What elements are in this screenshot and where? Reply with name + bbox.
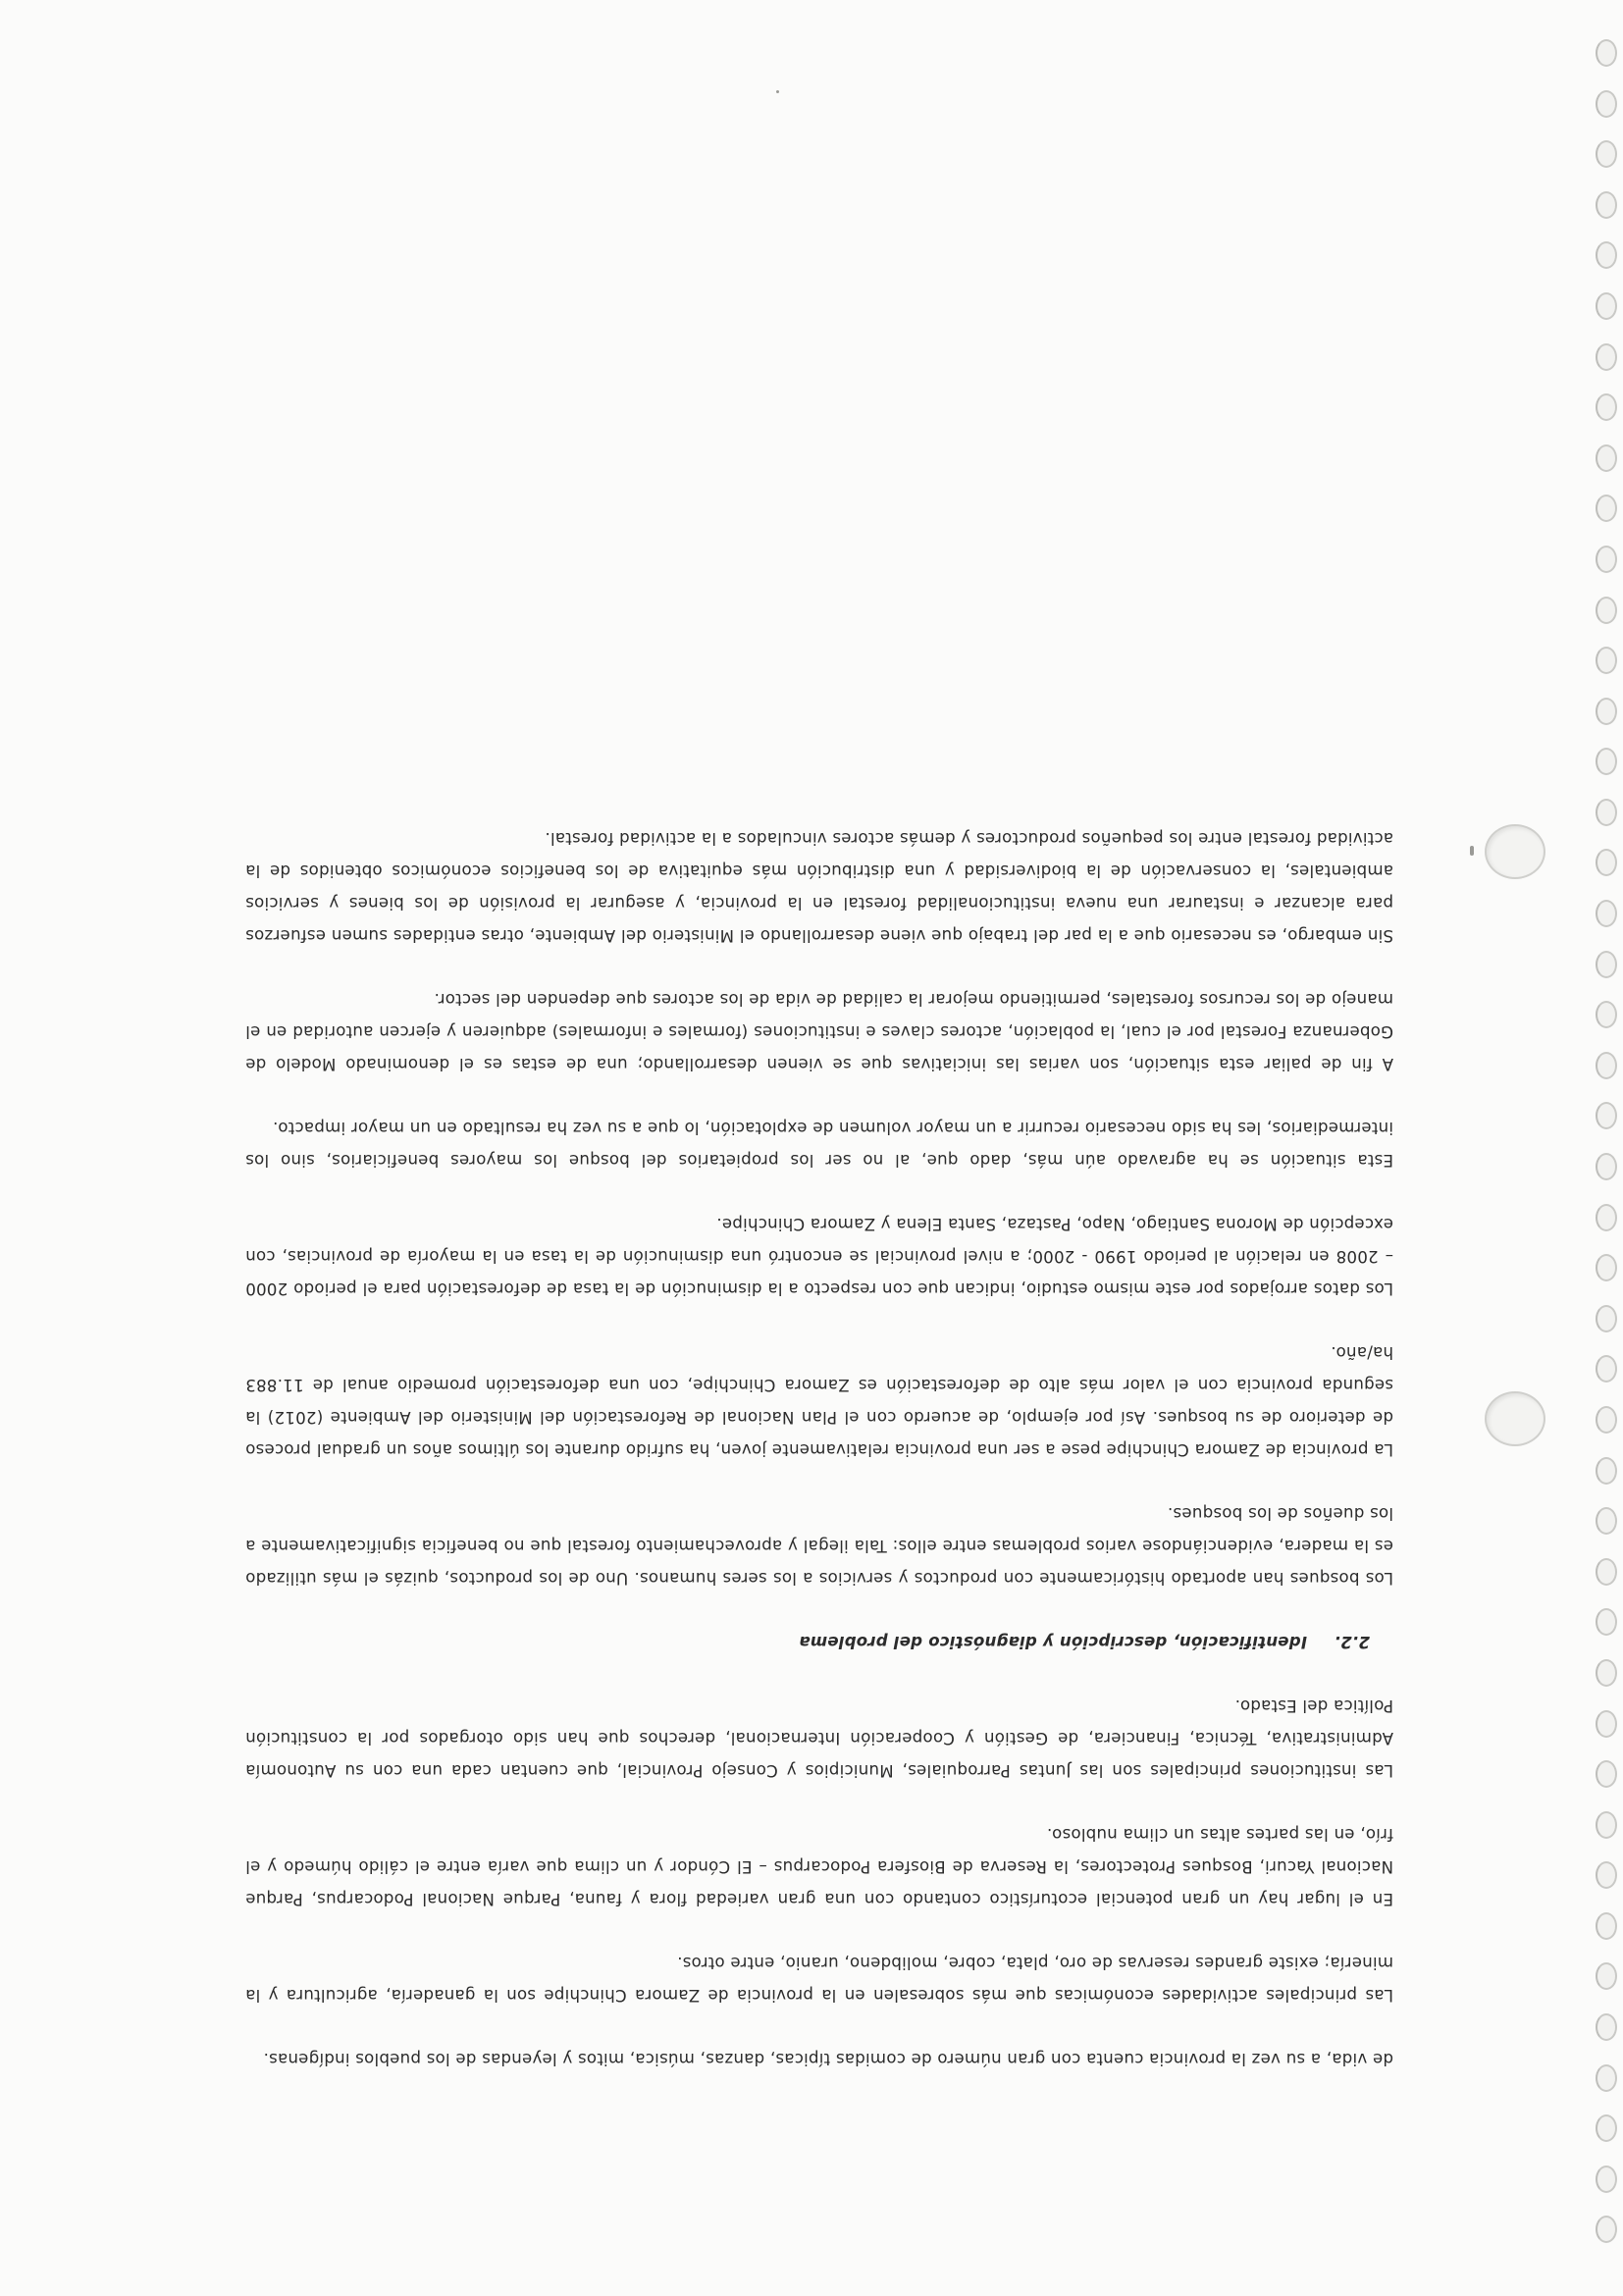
binder-hole: [1596, 1355, 1617, 1383]
paragraph: Las instituciones principales son las Juntas Parroquiales, Municipios y Consejo Provincial, que cuentan cada una con su Autonomía Administrativa, Técnica, Financiera, de Gestión y Cooperación Internacional, derechos que han sido otorgados por la constitución Política del Estado.: [245, 1696, 1393, 1780]
binder-hole: [1596, 698, 1617, 725]
paragraph: Esta situación se ha agravado aún más, dado que, al no ser los propietarios del bosque los mayores beneficiarios, sino los intermediarios, les ha sido necesario recurrir a un mayor volumen de explotación, lo que a su vez ha resultado en un mayor impacto.: [245, 1119, 1393, 1170]
binder-hole: [1596, 1710, 1617, 1738]
binder-hole: [1596, 1305, 1617, 1332]
binder-hole: [1596, 1052, 1617, 1079]
binder-hole: [1596, 1102, 1617, 1129]
binder-hole: [1596, 1558, 1617, 1586]
binder-hole: [1596, 444, 1617, 472]
binder-hole: [1596, 241, 1617, 269]
binder-hole: [1596, 1507, 1617, 1535]
binder-holes: [1584, 39, 1623, 2267]
binder-hole: [1596, 2064, 1617, 2092]
binder-hole: [1596, 1457, 1617, 1485]
binder-hole: [1596, 2216, 1617, 2243]
paragraph: Los datos arrojados por este mismo estudio, indican que con respecto a la disminución de la tasa de deforestación para el periodo 2000 – 2008 en relación al periodo 1990 - 2000; a nivel provincial se encontró una disminución de la tasa en la mayoría de provincias, con excepción de Morona Santiago, Napo, Pastaza, Santa Elena y Zamora Chinchipe.: [245, 1215, 1393, 1298]
section-heading: [245, 1626, 1370, 1658]
binder-hole: [1596, 39, 1617, 67]
punch-hole-upper: [1485, 824, 1545, 879]
binder-hole: [1596, 1406, 1617, 1434]
binder-hole: [1596, 2114, 1617, 2142]
binder-hole: [1596, 343, 1617, 371]
binder-hole: [1596, 2166, 1617, 2193]
paragraph: Las principales actividades económicas que más sobresalen en la provincia de Zamora Chinchipe son la ganadería, agricultura y la minería; existe grandes reservas de oro, plata, cobre, molibdeno, uranio, entre otros.: [245, 1954, 1393, 2005]
binder-hole: [1596, 1254, 1617, 1281]
section-title: Identificación, descripción y diagnóstico del problema: [799, 1633, 1307, 1651]
binder-hole: [1596, 748, 1617, 775]
binder-hole: [1596, 647, 1617, 674]
scan-speck: [1470, 846, 1474, 856]
binder-hole: [1596, 597, 1617, 624]
binder-hole: [1596, 1153, 1617, 1180]
paragraph: La provincia de Zamora Chinchipe pese a ser una provincia relativamente joven, ha sufrido durante los últimos años un gradual proceso de deterioro de su bosques. Así por ejemplo, de acuerdo con el Plan Nacional de Reforestación del Ministerio del Ambiente (2012) la segunda provincia con el valor más alto de deforestación es Zamora Chinchipe, con una deforestación promedio anual de 11.883 ha/año.: [245, 1343, 1393, 1459]
rotated-text-block: [245, 446, 1393, 2075]
paragraph: de vida, a su vez la provincia cuenta con gran número de comidas típicas, danzas, música, mitos y leyendas de los pueblos indígenas.: [263, 2050, 1393, 2068]
scan-speck: [776, 90, 779, 93]
punch-hole-lower: [1485, 1391, 1545, 1446]
binder-hole: [1596, 1659, 1617, 1687]
binder-hole: [1596, 191, 1617, 219]
binder-hole: [1596, 546, 1617, 573]
binder-hole: [1596, 90, 1617, 118]
binder-hole: [1596, 849, 1617, 876]
binder-hole: [1596, 900, 1617, 927]
binder-hole: [1596, 495, 1617, 522]
paragraph: A fin de paliar esta situación, son varias las iniciativas que se vienen desarrollando; una de estas es el denominado Modelo de Gobernanza Forestal por el cual, la población, actores claves e instituciones (formales e informales) adquieren y ejercen autoridad en el manejo de los recursos forestales, permitiendo mejorar la calidad de vida de los actores que dependen del sector.: [245, 990, 1393, 1073]
binder-hole: [1596, 951, 1617, 978]
binder-hole: [1596, 1001, 1617, 1028]
binder-hole: [1596, 1204, 1617, 1231]
binder-hole: [1596, 292, 1617, 320]
binder-hole: [1596, 1811, 1617, 1839]
binder-hole: [1596, 799, 1617, 826]
paragraph: Los bosques han aportado históricamente con productos y servicios a los seres humanos. Uno de los productos, quizás el más utilizado es la madera, evidenciándose varios problemas entre ellos: Tala ilegal y aprovechamiento forestal que no beneficia significativamente a los dueños de los bosques.: [245, 1504, 1393, 1588]
binder-hole: [1596, 1912, 1617, 1940]
paragraph: Sin embargo, es necesario que a la par del trabajo que viene desarrollando el Ministerio del Ambiente, otras entidades sumen esfuerzos para alcanzar e instaurar una nueva institucionalidad forestal en la provincia, y asegurar la provisión de los bienes y servicios ambientales, la conservación de la biodiversidad y una distribución más equitativa de los beneficios económicos obtenidos de la actividad forestal entre los pequeños productores y demás actores vinculados a la actividad forestal.: [245, 829, 1393, 945]
paragraph: En el lugar hay un gran potencial ecoturístico contando con una gran variedad flora y fauna, Parque Nacional Podocarpus, Parque Nacional Yacuri, Bosques Protectores, la Reserva de Biosfera Podocarpus – El Cóndor y un clima que varía entre el cálido húmedo y el frío, en las partes altas un clima nubloso.: [245, 1825, 1393, 1908]
section-number: 2.2.: [1334, 1633, 1370, 1651]
binder-hole: [1596, 1608, 1617, 1636]
binder-hole: [1596, 393, 1617, 421]
binder-hole: [1596, 1861, 1617, 1889]
binder-hole: [1596, 1962, 1617, 1990]
binder-hole: [1596, 1760, 1617, 1788]
binder-hole: [1596, 140, 1617, 168]
binder-hole: [1596, 2013, 1617, 2041]
